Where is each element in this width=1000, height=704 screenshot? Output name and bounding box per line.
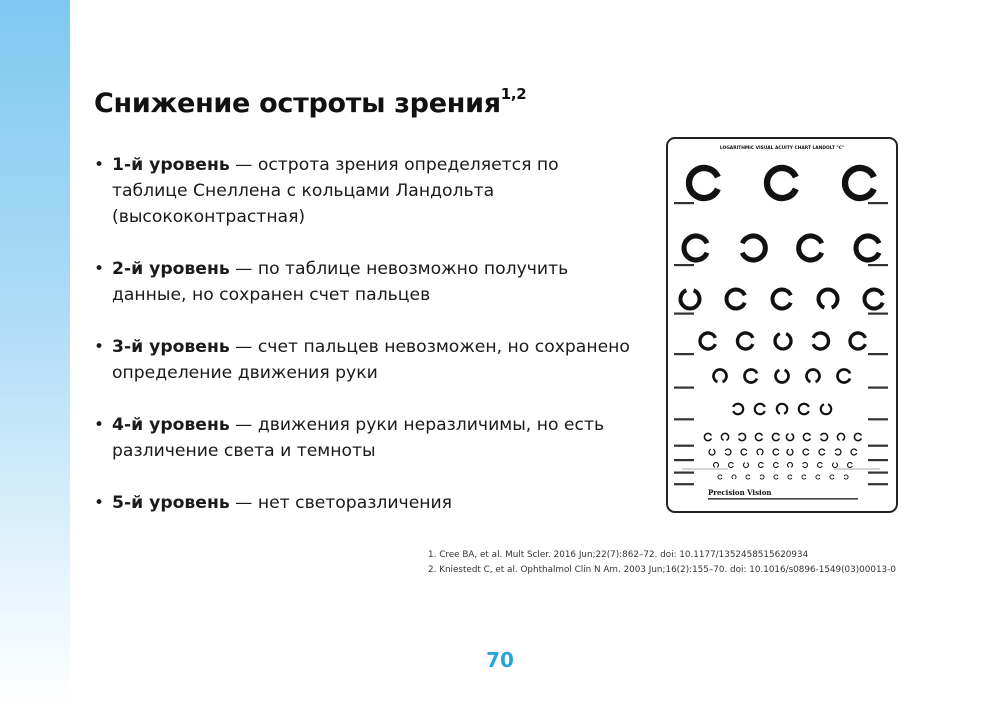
landolt-ring-mark	[837, 433, 844, 440]
landolt-ring-mark	[773, 463, 778, 468]
landolt-ring-mark	[835, 449, 841, 455]
landolt-ring-mark	[821, 433, 828, 440]
row-label-mark	[868, 472, 888, 474]
landolt-ring-mark	[718, 475, 722, 479]
landolt-ring-mark	[772, 433, 779, 440]
reference-item: 2. Kniestedt C, et al. Ophthalmol Clin N Am. 2003 Jun;16(2):155–70. doi: 10.1016/s0896-1549(03)00013-0	[428, 565, 896, 575]
landolt-ring-mark	[775, 334, 791, 349]
landolt-ring-mark	[799, 404, 809, 414]
row-label-mark	[674, 313, 694, 315]
landolt-ring-mark	[830, 475, 834, 479]
row-label-mark	[868, 387, 888, 389]
bullet-level-3	[94, 334, 634, 386]
landolt-ring-mark	[760, 475, 764, 479]
landolt-ring-mark	[854, 433, 861, 440]
landolt-ring-mark	[758, 463, 763, 468]
landolt-ring-mark	[816, 475, 820, 479]
landolt-ring-mark	[721, 433, 728, 440]
row-label-mark	[674, 472, 694, 474]
landolt-ring-mark	[725, 449, 731, 455]
bullet-level-2	[94, 256, 634, 308]
landolt-rings	[681, 168, 883, 479]
landolt-ring-mark	[773, 449, 779, 455]
landolt-ring-mark	[844, 475, 848, 479]
landolt-ring-mark	[704, 433, 711, 440]
landolt-ring-mark	[865, 290, 883, 309]
row-label-mark	[868, 202, 888, 204]
landolt-ring-mark	[803, 449, 809, 455]
bullet-level-label: 5-й уровень	[112, 493, 230, 513]
landolt-ring-mark	[786, 434, 793, 441]
landolt-ring-mark	[776, 370, 789, 382]
row-label-mark	[868, 459, 888, 461]
bullet-level-label: 4-й уровень	[112, 415, 230, 435]
row-label-mark	[674, 483, 694, 485]
landolt-ring-mark	[847, 463, 852, 468]
row-label-mark	[674, 387, 694, 389]
landolt-ring-mark	[838, 370, 850, 383]
row-label-mark	[674, 459, 694, 461]
landolt-ring-mark	[856, 236, 879, 260]
chart-brand-text: Precision Vision	[708, 488, 772, 497]
slide-title-text: Снижение остроты зрения	[94, 88, 501, 119]
landolt-ring-mark	[833, 463, 838, 468]
row-label-mark	[868, 445, 888, 447]
landolt-ring-mark	[819, 449, 825, 455]
landolt-ring-mark	[755, 433, 762, 440]
bullet-level-text: — нет светоразличения	[229, 493, 453, 513]
landolt-ring-mark	[746, 475, 750, 479]
landolt-ring-mark	[819, 290, 838, 308]
landolt-ring-mark	[851, 449, 857, 455]
title-footnote-marks: 1,2	[500, 85, 527, 103]
row-label-mark	[674, 418, 694, 420]
bullet-level-text: — движения руки неразличимы, но есть различение света и темноты	[112, 415, 605, 461]
landolt-ring-mark	[774, 475, 778, 479]
landolt-ring-mark	[757, 449, 763, 455]
row-label-mark	[868, 264, 888, 266]
landolt-ring-mark	[788, 462, 793, 467]
landolt-ring-mark	[681, 290, 700, 308]
landolt-ring-mark	[689, 168, 718, 198]
landolt-ring-mark	[803, 433, 810, 440]
landolt-ring-mark	[817, 463, 822, 468]
bullet-level-5	[94, 490, 634, 516]
landolt-ring-mark	[821, 404, 831, 414]
landolt-ring-mark	[803, 463, 808, 468]
chart-footer-rule	[708, 498, 858, 500]
row-label-mark	[868, 313, 888, 315]
bullet-level-text: — по таблице невозможно получить данные, но сохранен счет пальцев	[112, 259, 569, 305]
bullet-level-label: 2-й уровень	[112, 259, 230, 279]
chart-header-text: LOGARITHMIC VISUAL ACUITY CHART LANDOLT "C"	[719, 146, 845, 151]
row-label-mark	[674, 445, 694, 447]
landolt-ring-mark	[714, 462, 719, 467]
landolt-ring-mark	[684, 236, 707, 260]
landolt-ring-mark	[714, 370, 727, 382]
landolt-ring-mark	[777, 404, 787, 414]
landolt-ring-mark	[728, 463, 733, 468]
landolt-ring-mark	[745, 370, 757, 383]
landolt-ring-mark	[732, 475, 736, 479]
bullet-level-label: 3-й уровень	[112, 337, 230, 357]
bullet-list	[94, 152, 634, 542]
eye-chart-graphic	[668, 139, 896, 511]
landolt-ring-mark	[773, 290, 791, 309]
side-gradient-band	[0, 0, 70, 704]
landolt-ring-mark	[738, 333, 753, 349]
row-label-mark	[868, 418, 888, 420]
row-label-mark	[868, 483, 888, 485]
page-number: 70	[486, 648, 514, 672]
landolt-ring-mark	[755, 404, 765, 414]
references	[428, 548, 896, 578]
landolt-ring-mark	[767, 168, 796, 198]
landolt-ring-mark	[709, 449, 715, 455]
landolt-ring-mark	[845, 168, 874, 198]
landolt-c-eye-chart-image	[666, 137, 898, 513]
row-label-mark	[674, 264, 694, 266]
landolt-ring-mark	[744, 463, 749, 468]
bullet-level-text: — счет пальцев невозможен, но сохранено определение движения руки	[112, 337, 630, 383]
landolt-ring-mark	[788, 475, 792, 479]
landolt-ring-mark	[813, 333, 828, 349]
landolt-ring-mark	[802, 475, 806, 479]
bullet-level-1	[94, 152, 634, 230]
bullet-level-text: — острота зрения определяется по таблице Снеллена с кольцами Ландольта (высококонтрастная)	[112, 155, 559, 227]
bullet-level-label: 1-й уровень	[112, 155, 230, 175]
landolt-ring-mark	[807, 370, 820, 382]
landolt-ring-mark	[799, 236, 822, 260]
landolt-ring-mark	[787, 449, 793, 455]
row-label-mark	[674, 202, 694, 204]
landolt-ring-mark	[741, 449, 747, 455]
reference-item: 1. Cree BA, et al. Mult Scler. 2016 Jun;22(7):862–72. doi: 10.1177/1352458515620934	[428, 550, 809, 560]
landolt-ring-mark	[733, 404, 743, 414]
row-label-mark	[674, 353, 694, 355]
slide-title	[94, 85, 527, 119]
landolt-ring-mark	[742, 236, 765, 260]
landolt-ring-mark	[850, 333, 865, 349]
landolt-ring-mark	[739, 433, 746, 440]
row-label-mark	[868, 353, 888, 355]
bullet-level-4	[94, 412, 634, 464]
landolt-ring-mark	[700, 333, 715, 349]
landolt-ring-mark	[727, 290, 745, 309]
